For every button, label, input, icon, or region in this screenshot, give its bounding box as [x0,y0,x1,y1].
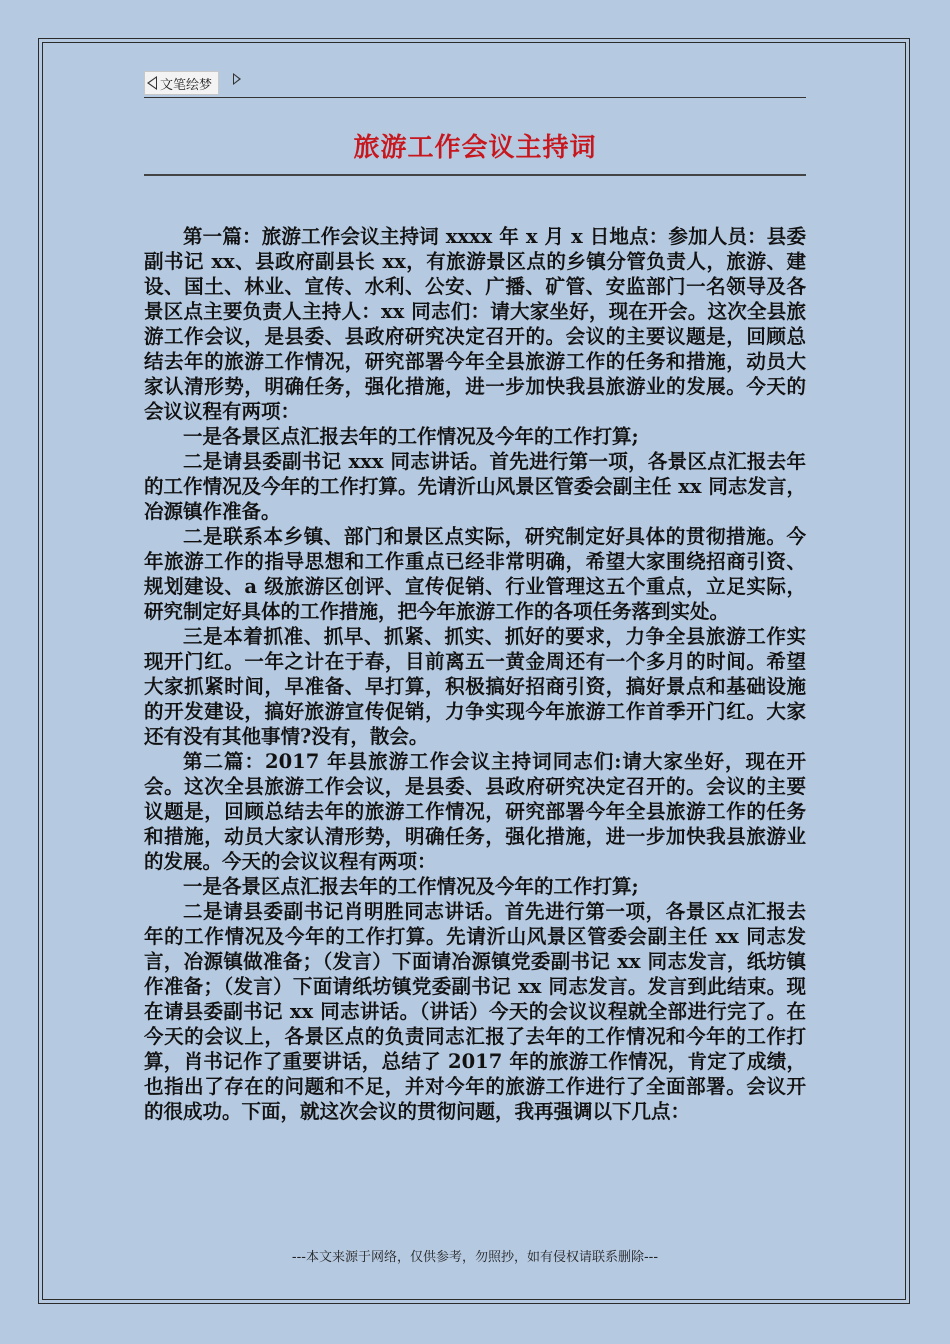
paragraph: 第二篇：2017 年县旅游工作会议主持词同志们:请大家坐好，现在开会。这次全县旅游工作会议，是县委、县政府研究决定召开的。会议的主要议题是，回顾总结去年的旅游工作情况，研究部署今年全县旅游工作的任务和措施，动员大家认清形势，明确任务，强化措施，进一步加快我县旅游业的发展。今天的会议议程有两项： [144,750,806,873]
paragraph: 一是各景区点汇报去年的工作情况及今年的工作打算; [183,875,639,898]
title-divider [144,174,806,176]
document-body [144,224,806,1124]
triangle-right-icon [233,73,241,85]
header-tag-box [144,71,219,95]
header-tag [144,70,241,96]
paragraph: 二是联系本乡镇、部门和景区点实际，研究制定好具体的贯彻措施。今年旅游工作的指导思想和工作重点已经非常明确，希望大家围绕招商引资、规划建设、a 级旅游区创评、宣传促销、行业管理这五个重点，立足实际，研究制定好具体的工作措施，把今年旅游工作的各项任务落到实处。 [144,525,806,623]
paragraph: 二是请县委副书记 xxx 同志讲话。首先进行第一项，各景区点汇报去年的工作情况及今年的工作打算。先请沂山风景区管委会副主任 xx 同志发言，冶源镇作准备。 [144,450,806,523]
paragraph: 第一篇：旅游工作会议主持词 xxxx 年 x 月 x 日地点：参加人员：县委副书记 xx、县政府副县长 xx，有旅游景区点的乡镇分管负责人，旅游、建设、国土、林业、宣传、水利、公安、广播、矿管、安监部门一名领导及各景区点主要负责人主持人：xx 同志们：请大家坐好，现在开会。这次全县旅游工作会议，是县委、县政府研究决定召开的。会议的主要议题是，回顾总结去年的旅游工作情况，研究部署今年全县旅游工作的任务和措施，动员大家认清形势，明确任务，强化措施，进一步加快我县旅游业的发展。今天的会议议程有两项： [144,225,806,423]
header-divider [144,97,806,98]
footer-notice: ---本文来源于网络，仅供参考，勿照抄，如有侵权请联系删除--- [291,1250,659,1265]
paragraph: 一是各景区点汇报去年的工作情况及今年的工作打算; [183,425,639,448]
paragraph: 三是本着抓准、抓早、抓紧、抓实、抓好的要求，力争全县旅游工作实现开门红。一年之计在于春，目前离五一黄金周还有一个多月的时间。希望大家抓紧时间，早准备、早打算，积极搞好招商引资，搞好景点和基础设施的开发建设，搞好旅游宣传促销，力争实现今年旅游工作首季开门红。大家还有没有其他事情?没有，散会。 [144,625,806,748]
paragraph: 二是请县委副书记肖明胜同志讲话。首先进行第一项，各景区点汇报去年的工作情况及今年的工作打算。先请沂山风景区管委会副主任 xx 同志发言，冶源镇做准备；（发言）下面请冶源镇党委副书记 xx 同志发言，纸坊镇作准备；（发言）下面请纸坊镇党委副书记 xx 同志发言。发言到此结束。现在请县委副书记 xx 同志讲话。（讲话）今天的会议议程就全部进行完了。在今天的会议上，各景区点的负责同志汇报了去年的工作情况和今年的工作打算，肖书记作了重要讲话，总结了 2017 年的旅游工作情况，肯定了成绩，也指出了存在的问题和不足，并对今年的旅游工作进行了全面部署。会议开的很成功。下面，就这次会议的贯彻问题，我再强调以下几点： [144,900,806,1123]
header-tag-label: 文笔绘梦 [160,77,213,93]
triangle-left-icon [147,76,157,90]
document-title: 旅游工作会议主持词 [353,133,597,163]
